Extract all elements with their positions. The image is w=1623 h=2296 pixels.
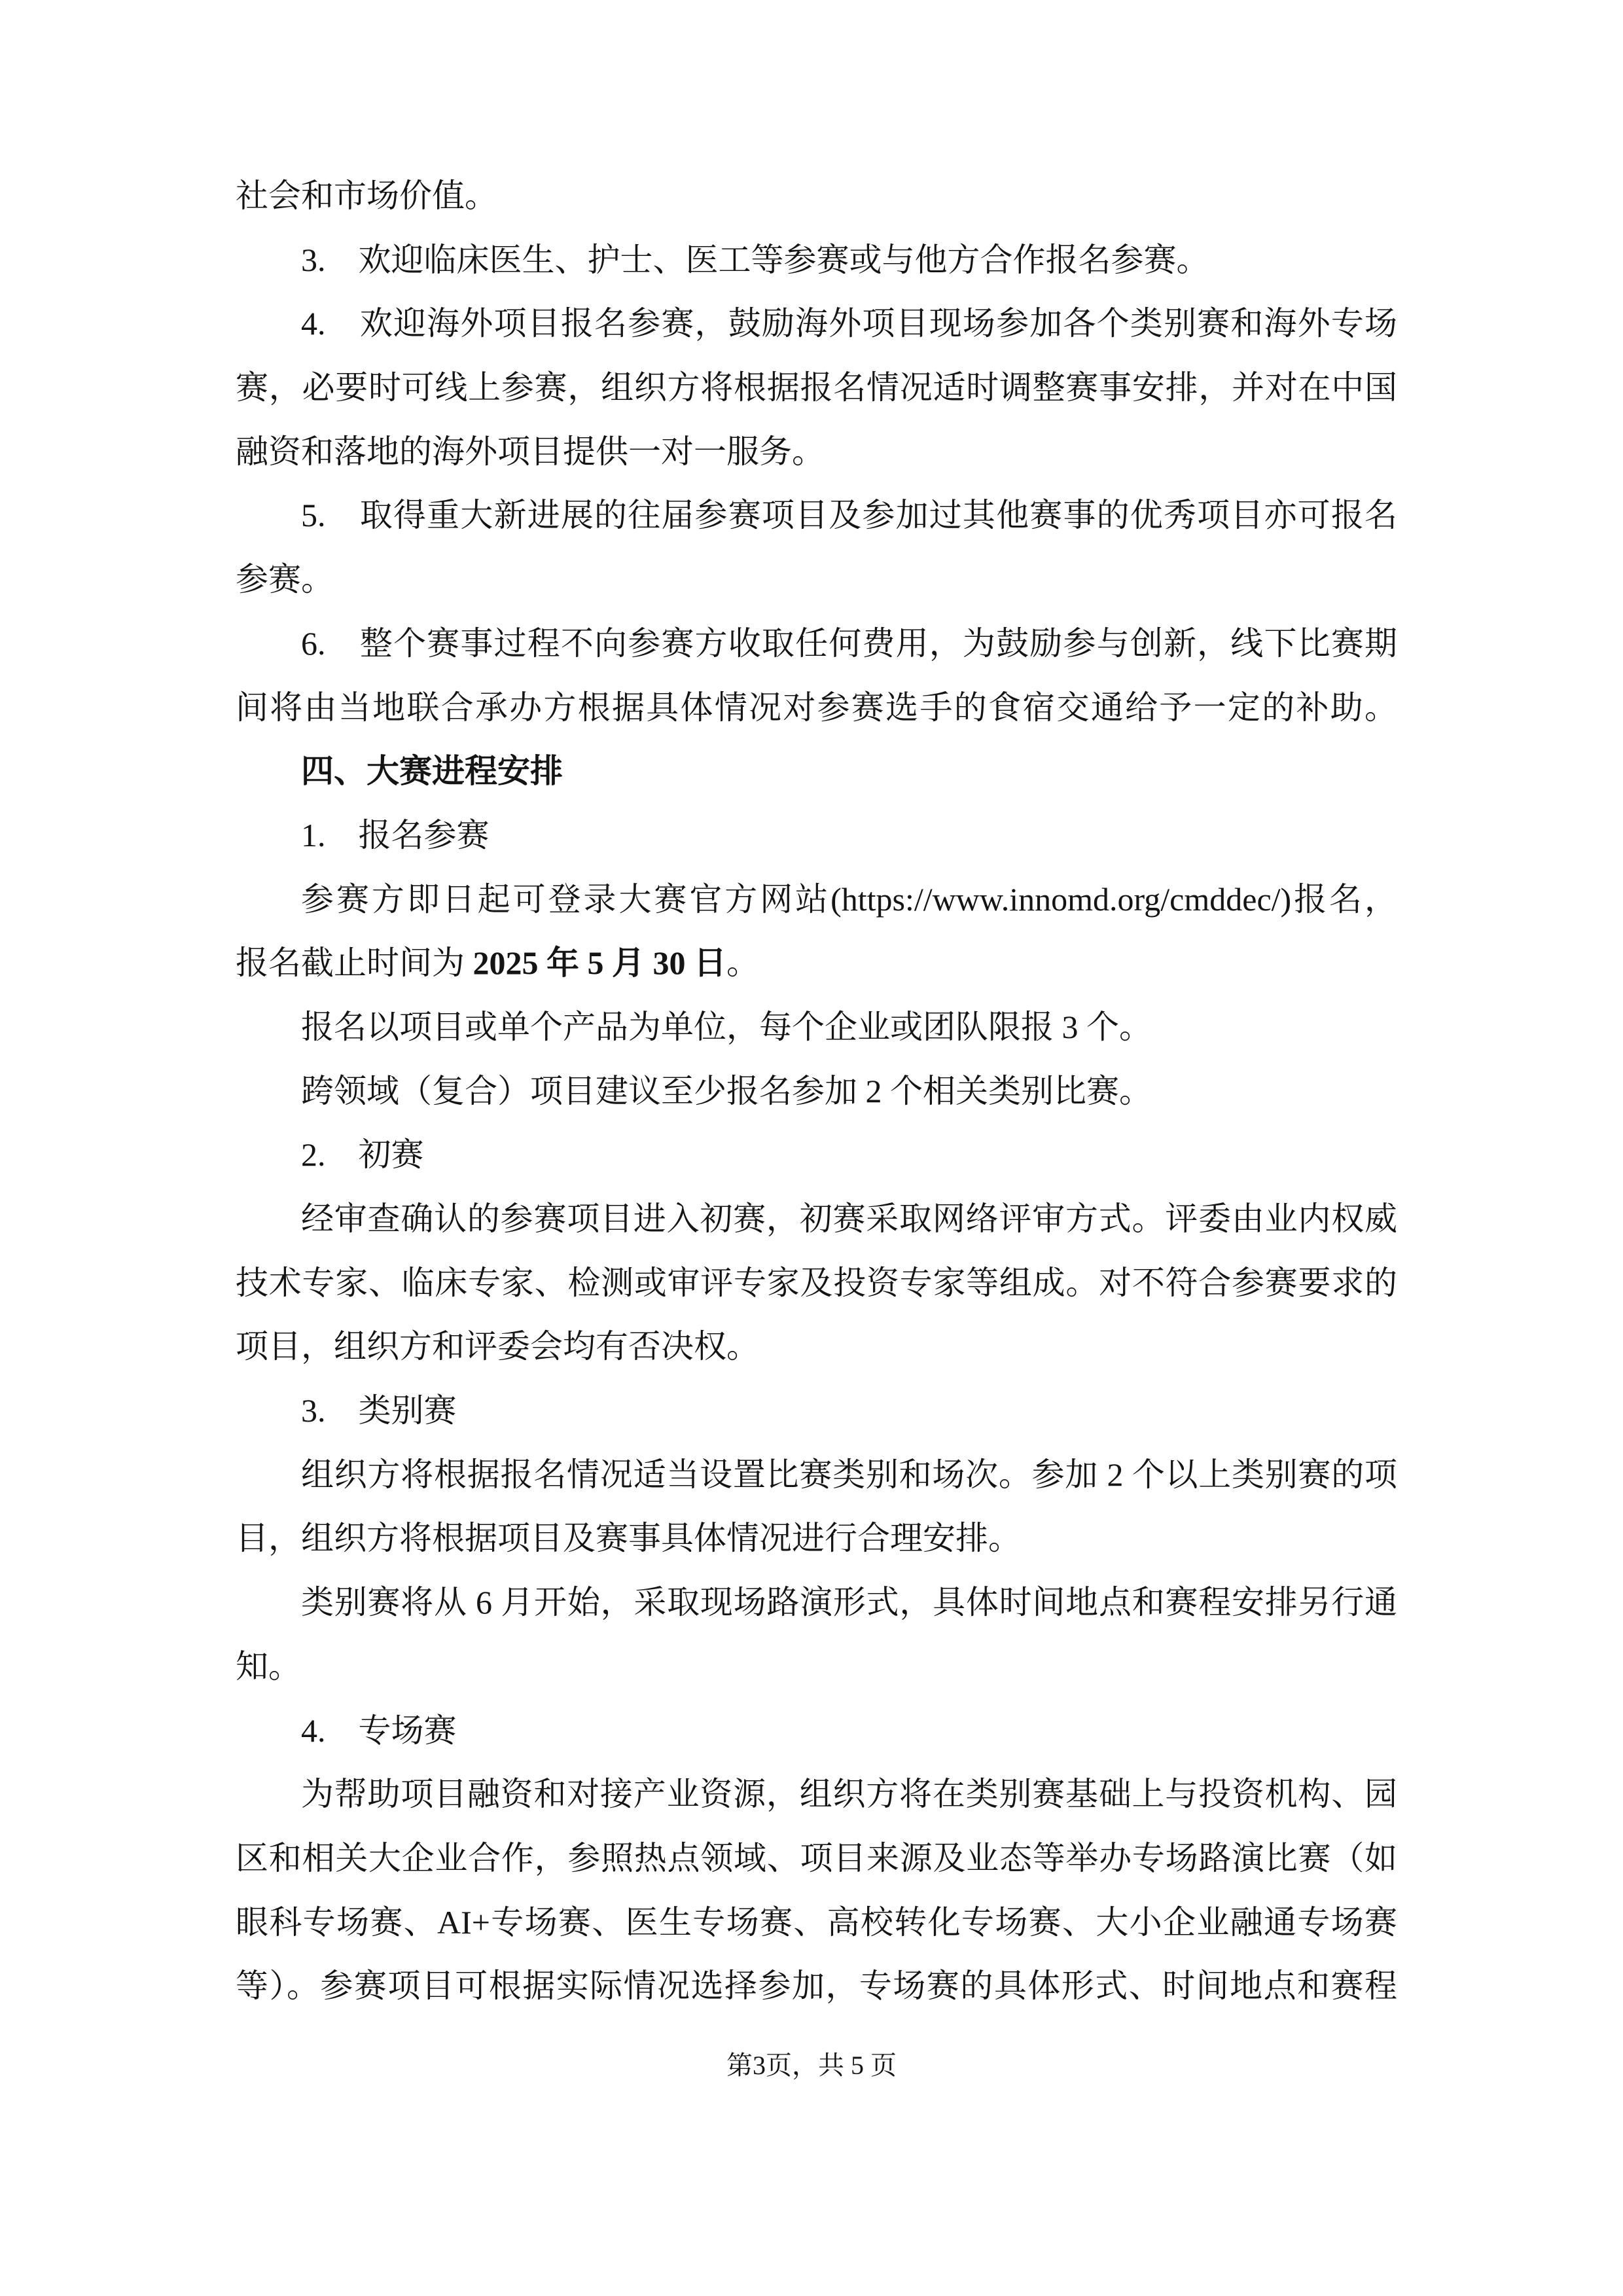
text-line: 组织方将根据报名情况适当设置比赛类别和场次。参加 2 个以上类别赛的项 — [301, 1456, 1397, 1493]
text-line: 项目，组织方和评委会均有否决权。 — [236, 1328, 759, 1365]
text-line: 跨领域（复合）项目建议至少报名参加 2 个相关类别比赛。 — [301, 1072, 1152, 1109]
text-line: 参赛。 — [236, 561, 334, 598]
text-line: 社会和市场价值。 — [236, 177, 497, 214]
section-4-heading: 四、大赛进程安排 — [301, 753, 563, 790]
text-line: 为帮助项目融资和对接产业资源，组织方将在类别赛基础上与投资机构、园 — [301, 1776, 1397, 1813]
text-line-deadline — [236, 931, 1397, 996]
list-item-5: 5. 取得重大新进展的往届参赛项目及参加过其他赛事的优秀项目亦可报名 — [301, 497, 1397, 534]
subsection-1-heading: 1. 报名参赛 — [301, 816, 490, 853]
text-line: 报名以项目或单个产品为单位，每个企业或团队限报 3 个。 — [301, 1008, 1152, 1045]
text-line: 等）。参赛项目可根据实际情况选择参加，专场赛的具体形式、时间地点和赛程 — [236, 1967, 1397, 2005]
text-line: 技术专家、临床专家、检测或审评专家及投资专家等组成。对不符合参赛要求的 — [236, 1264, 1397, 1301]
list-item-6: 6. 整个赛事过程不向参赛方收取任何费用，为鼓励参与创新，线下比赛期 — [301, 624, 1397, 662]
deadline-prefix: 报名截止时间为 — [236, 944, 473, 982]
deadline-date: 2025 年 5 月 30 日 — [473, 944, 726, 982]
text-line: 间将由当地联合承办方根据具体情况对参赛选手的食宿交通给予一定的补助。 — [236, 689, 1397, 726]
text-line: 融资和落地的海外项目提供一对一服务。 — [236, 433, 825, 470]
deadline-suffix: 。 — [726, 944, 759, 982]
subsection-3-heading: 3. 类别赛 — [301, 1392, 457, 1429]
page-footer: 第3页，共 5 页 — [726, 2051, 897, 2080]
list-item-3: 3. 欢迎临床医生、护士、医工等参赛或与他方合作报名参赛。 — [301, 241, 1209, 278]
text-line-registration-url: 参赛方即日起可登录大赛官方网站(https://www.innomd.org/cmddec/)报名， — [301, 880, 1397, 918]
text-line: 目，组织方将根据项目及赛事具体情况进行合理安排。 — [236, 1520, 1021, 1557]
text-line: 类别赛将从 6 月开始，采取现场路演形式，具体时间地点和赛程安排另行通 — [301, 1584, 1397, 1621]
subsection-4-heading: 4. 专场赛 — [301, 1712, 457, 1749]
text-line: 区和相关大企业合作，参照热点领域、项目来源及业态等举办专场路演比赛（如 — [236, 1839, 1397, 1876]
list-item-4: 4. 欢迎海外项目报名参赛，鼓励海外项目现场参加各个类别赛和海外专场 — [301, 305, 1397, 342]
text-line: 赛，必要时可线上参赛，组织方将根据报名情况适时调整赛事安排，并对在中国 — [236, 369, 1397, 406]
text-line: 经审查确认的参赛项目进入初赛，初赛采取网络评审方式。评委由业内权威 — [301, 1200, 1397, 1237]
subsection-2-heading: 2. 初赛 — [301, 1136, 424, 1174]
text-line: 眼科专场赛、AI+专场赛、医生专场赛、高校转化专场赛、大小企业融通专场赛 — [236, 1903, 1397, 1941]
document-body — [236, 164, 1397, 2018]
text-line: 知。 — [236, 1647, 301, 1685]
